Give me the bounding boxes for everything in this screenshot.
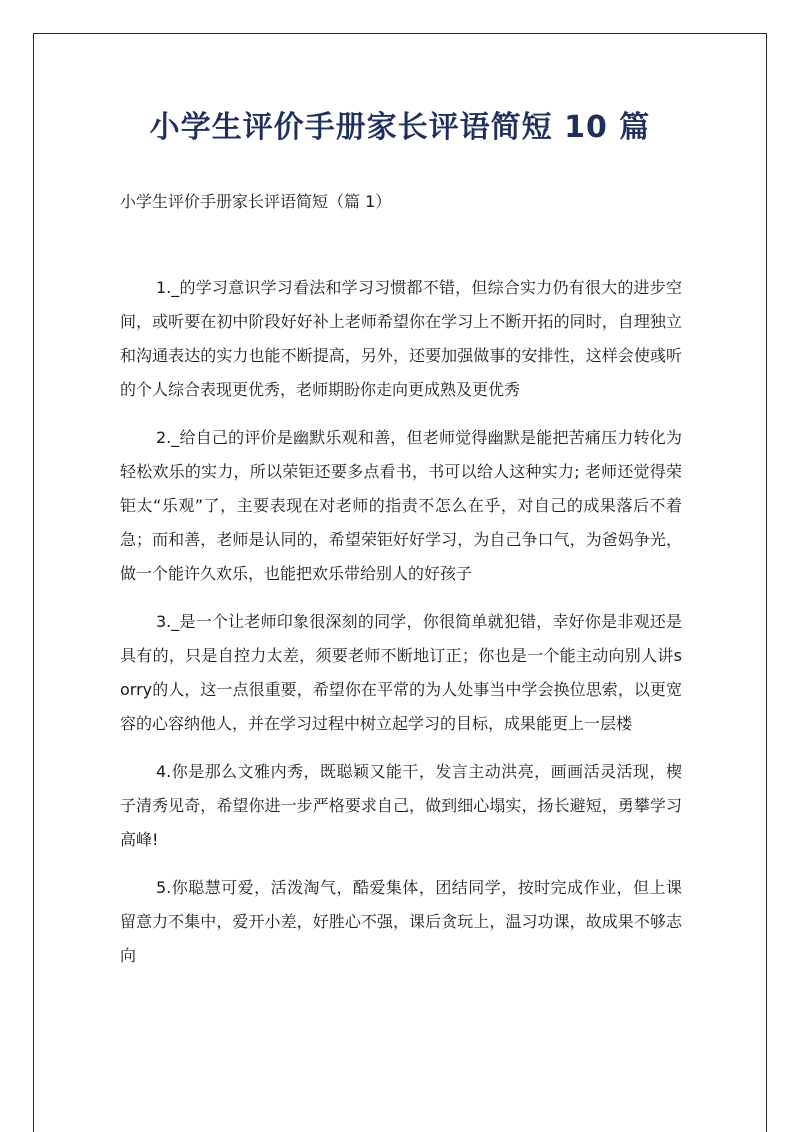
- paragraph-1: 1._的学习意识学习看法和学习习惯都不错，但综合实力仍有很大的进步空间，或听要在初中阶段好好补上老师希望你在学习上不断开拓的同时，自理独立和沟通表达的实力也能不断提高，另外，还要加强做事的安排性，这样会使彧听的个人综合表现更优秀，老师期盼你走向更成熟及更优秀: [120, 278, 682, 399]
- document-title: 小学生评价手册家长评语简短 10 篇: [149, 110, 651, 145]
- paragraph-5: 5.你聪慧可爱，活泼淘气，酷爱集体，团结同学，按时完成作业，但上课留意力不集中，爱开小差，好胜心不强，课后贪玩上，温习功课，故成果不够志向: [120, 878, 682, 965]
- paragraph-3: 3._是一个让老师印象很深刻的同学，你很简单就犯错，幸好你是非观还是具有的，只是自控力太差，须要老师不断地订正；你也是一个能主动向别人讲sorry的人，这一点很重要，希望你在平常的为人处事当中学会换位思索，以更宽容的心容纳他人，并在学习过程中树立起学习的目标，成果能更上一层楼: [120, 612, 682, 733]
- document-body: [120, 271, 682, 987]
- paragraph-4: 4.你是那么文雅内秀，既聪颖又能干，发言主动洪亮，画画活灵活现，楔子清秀见奇，希望你进一步严格要求自己，做到细心塌实，扬长避短，勇攀学习高峰!: [120, 762, 682, 849]
- paragraph-2: 2._给自己的评价是幽默乐观和善，但老师觉得幽默是能把苦痛压力转化为轻松欢乐的实力，所以荣钜还要多点看书，书可以给人这种实力; 老师还觉得荣钜太“乐观”了，主要表现在对老师的指责不怎么在乎，对自己的成果落后不着急；而和善，老师是认同的，希望荣钜好好学习，为自己争口气，为爸妈争光，做一个能许久欢乐，也能把欢乐带给别人的好孩子: [120, 428, 682, 583]
- section-subtitle: 小学生评价手册家长评语简短（篇 1）: [120, 192, 392, 211]
